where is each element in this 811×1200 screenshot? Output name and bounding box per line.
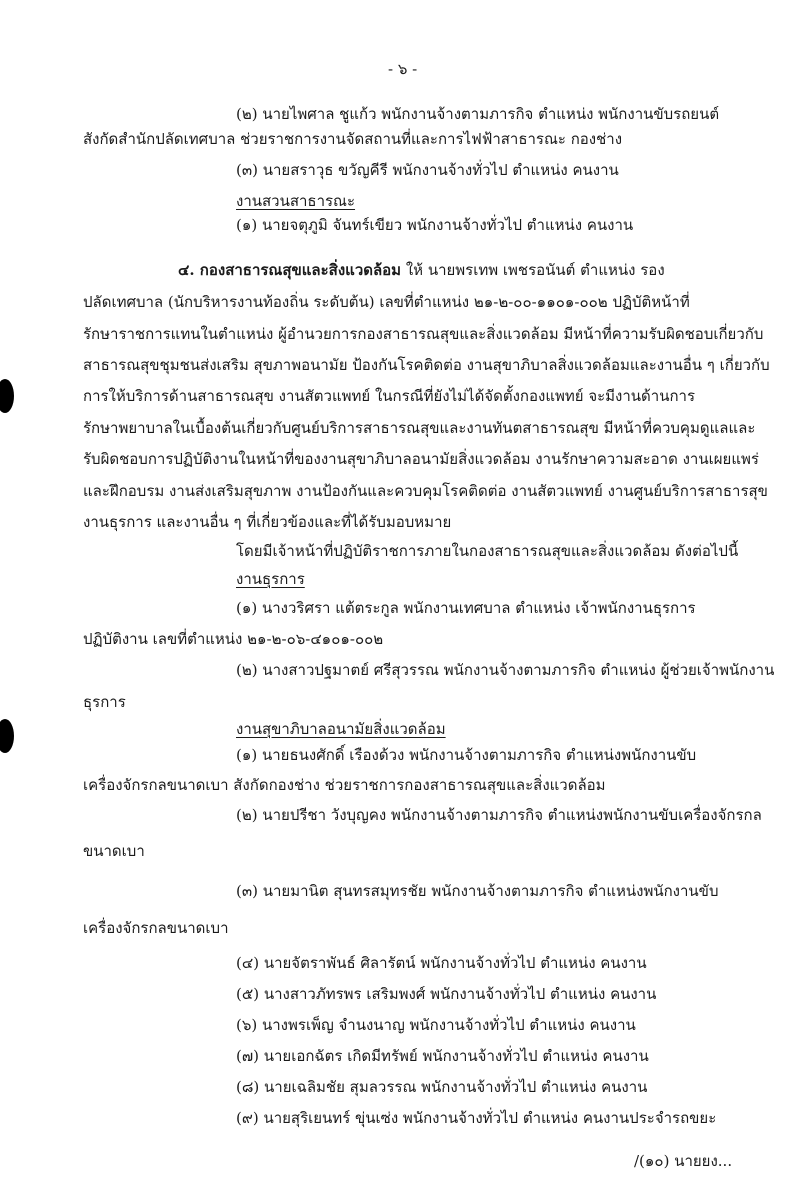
text-line: ให้ นายพรเทพ เพชรอนันต์ ตำแหน่ง รอง xyxy=(401,261,665,279)
text-line: สังกัดสำนักปลัดเทศบาล ช่วยราชการงานจัดสถานที่และการไฟฟ้าสาธารณะ กองช่าง xyxy=(83,130,623,148)
text-line: การให้บริการด้านสาธารณสุข งานสัตวแพทย์ ในกรณีที่ยังไม่ได้จัดตั้งกองแพทย์ จะมีงานด้านการ xyxy=(83,387,696,405)
list-item: (๕) นางสาวภัทรพร เสริมพงศ์ พนักงานจ้างทั่วไป ตำแหน่ง คนงาน xyxy=(236,985,657,1003)
section-heading: งานสุขาภิบาลอนามัยสิ่งแวดล้อม xyxy=(236,720,446,738)
text-line: รักษาพยาบาลในเบื้องต้นเกี่ยวกับศูนย์บริการสาธารณสุขและงานทันตสาธารณสุข มีหน้าที่ควบคุมดูแลและ xyxy=(83,419,756,437)
text-line: (๑) นายธนงศักดิ์ เรืองด้วง พนักงานจ้างตามภารกิจ ตำแหน่งพนักงานขับ xyxy=(236,746,697,764)
text-line: รับผิดชอบการปฏิบัติงานในหน้าที่ของงานสุขาภิบาลอนามัยสิ่งแวดล้อม งานรักษาความสะอาด งานเผยแพร่ xyxy=(83,450,759,468)
text-line: งานธุรการ และงานอื่น ๆ ที่เกี่ยวข้องและที่ได้รับมอบหมาย xyxy=(83,513,452,531)
text-line: และฝึกอบรม งานส่งเสริมสุขภาพ งานป้องกันและควบคุมโรคติดต่อ งานสัตวแพทย์ งานศูนย์บริการสาธารสุข xyxy=(83,482,768,500)
text-line: ปลัดเทศบาล (นักบริหารงานท้องถิ่น ระดับต้น) เลขที่ตำแหน่ง ๒๑-๒-๐๐-๑๑๐๑-๐๐๒ ปฏิบัติหน้าที่ xyxy=(83,293,690,311)
punch-hole-top xyxy=(0,379,14,413)
punch-hole-bottom xyxy=(0,719,14,753)
text-line: โดยมีเจ้าหน้าที่ปฏิบัติราชการภายในกองสาธารณสุขและสิ่งแวดล้อม ดังต่อไปนี้ xyxy=(236,542,739,560)
list-item: (๗) นายเอกฉัตร เกิดมีทรัพย์ พนักงานจ้างทั่วไป ตำแหน่ง คนงาน xyxy=(236,1047,649,1065)
text-line: รักษาราชการแทนในตำแหน่ง ผู้อำนวยการกองสาธารณสุขและสิ่งแวดล้อม มีหน้าที่ความรับผิดชอบเกี่ยวกับ xyxy=(83,325,764,343)
division-title: ๔. กองสาธารณสุขและสิ่งแวดล้อม xyxy=(178,261,402,279)
text-line: สาธารณสุขชุมชนส่งเสริม สุขภาพอนามัย ป้องกันโรคติดต่อ งานสุขาภิบาลสิ่งแวดล้อมและงานอื่น ๆ เกี่ยวกับ xyxy=(83,356,770,374)
list-item: (๙) นายสุริเยนทร์ ขุ่นเซ่ง พนักงานจ้างทั่วไป ตำแหน่ง คนงานประจำรถขยะ xyxy=(236,1109,717,1127)
text-line: (๑) นางวริศรา แต้ตระกูล พนักงานเทศบาล ตำแหน่ง เจ้าพนักงานธุรการ xyxy=(236,599,696,617)
list-item: (๖) นางพรเพ็ญ จำนงนาญ พนักงานจ้างทั่วไป ตำแหน่ง คนงาน xyxy=(236,1016,636,1034)
section-heading: งานธุรการ xyxy=(236,570,305,588)
text-line: (๒) นายไพศาล ชูแก้ว พนักงานจ้างตามภารกิจ ตำแหน่ง พนักงานขับรถยนต์ xyxy=(236,105,720,123)
text-line: ปฏิบัติงาน เลขที่ตำแหน่ง ๒๑-๒-๐๖-๔๑๐๑-๐๐๒ xyxy=(83,630,384,648)
text-line: (๑) นายจตุภูมิ จันทร์เขียว พนักงานจ้างทั่วไป ตำแหน่ง คนงาน xyxy=(236,216,634,234)
text-line: เครื่องจักรกลขนาดเบา สังกัดกองช่าง ช่วยราชการกองสาธารณสุขและสิ่งแวดล้อม xyxy=(83,776,606,794)
page-number: - ๖ - xyxy=(388,60,418,78)
text-line: เครื่องจักรกลขนาดเบา xyxy=(83,919,229,937)
text-line: (๓) นายมานิต สุนทรสมุทรชัย พนักงานจ้างตามภารกิจ ตำแหน่งพนักงานขับ xyxy=(236,882,719,900)
list-item: (๔) นายจัตราพันธ์ ศิลารัตน์ พนักงานจ้างทั่วไป ตำแหน่ง คนงาน xyxy=(236,954,647,972)
paragraph-heading-line xyxy=(178,259,665,281)
text-line: ขนาดเบา xyxy=(83,842,145,860)
text-line: (๒) นายปรีชา วังบุญคง พนักงานจ้างตามภารกิจ ตำแหน่งพนักงานขับเครื่องจักรกล xyxy=(236,806,762,824)
text-line: (๓) นายสราวุธ ขวัญคีรี พนักงานจ้างทั่วไป ตำแหน่ง คนงาน xyxy=(236,161,619,179)
text-line: ธุรการ xyxy=(83,693,126,711)
continuation-note: /(๑๐) นายยง... xyxy=(634,1152,733,1170)
list-item: (๘) นายเฉลิมชัย สุมลวรรณ พนักงานจ้างทั่วไป ตำแหน่ง คนงาน xyxy=(236,1078,648,1096)
text-line: (๒) นางสาวปฐมาตย์ ศรีสุวรรณ พนักงานจ้างตามภารกิจ ตำแหน่ง ผู้ช่วยเจ้าพนักงาน xyxy=(236,661,775,679)
section-heading: งานสวนสาธารณะ xyxy=(236,192,356,210)
